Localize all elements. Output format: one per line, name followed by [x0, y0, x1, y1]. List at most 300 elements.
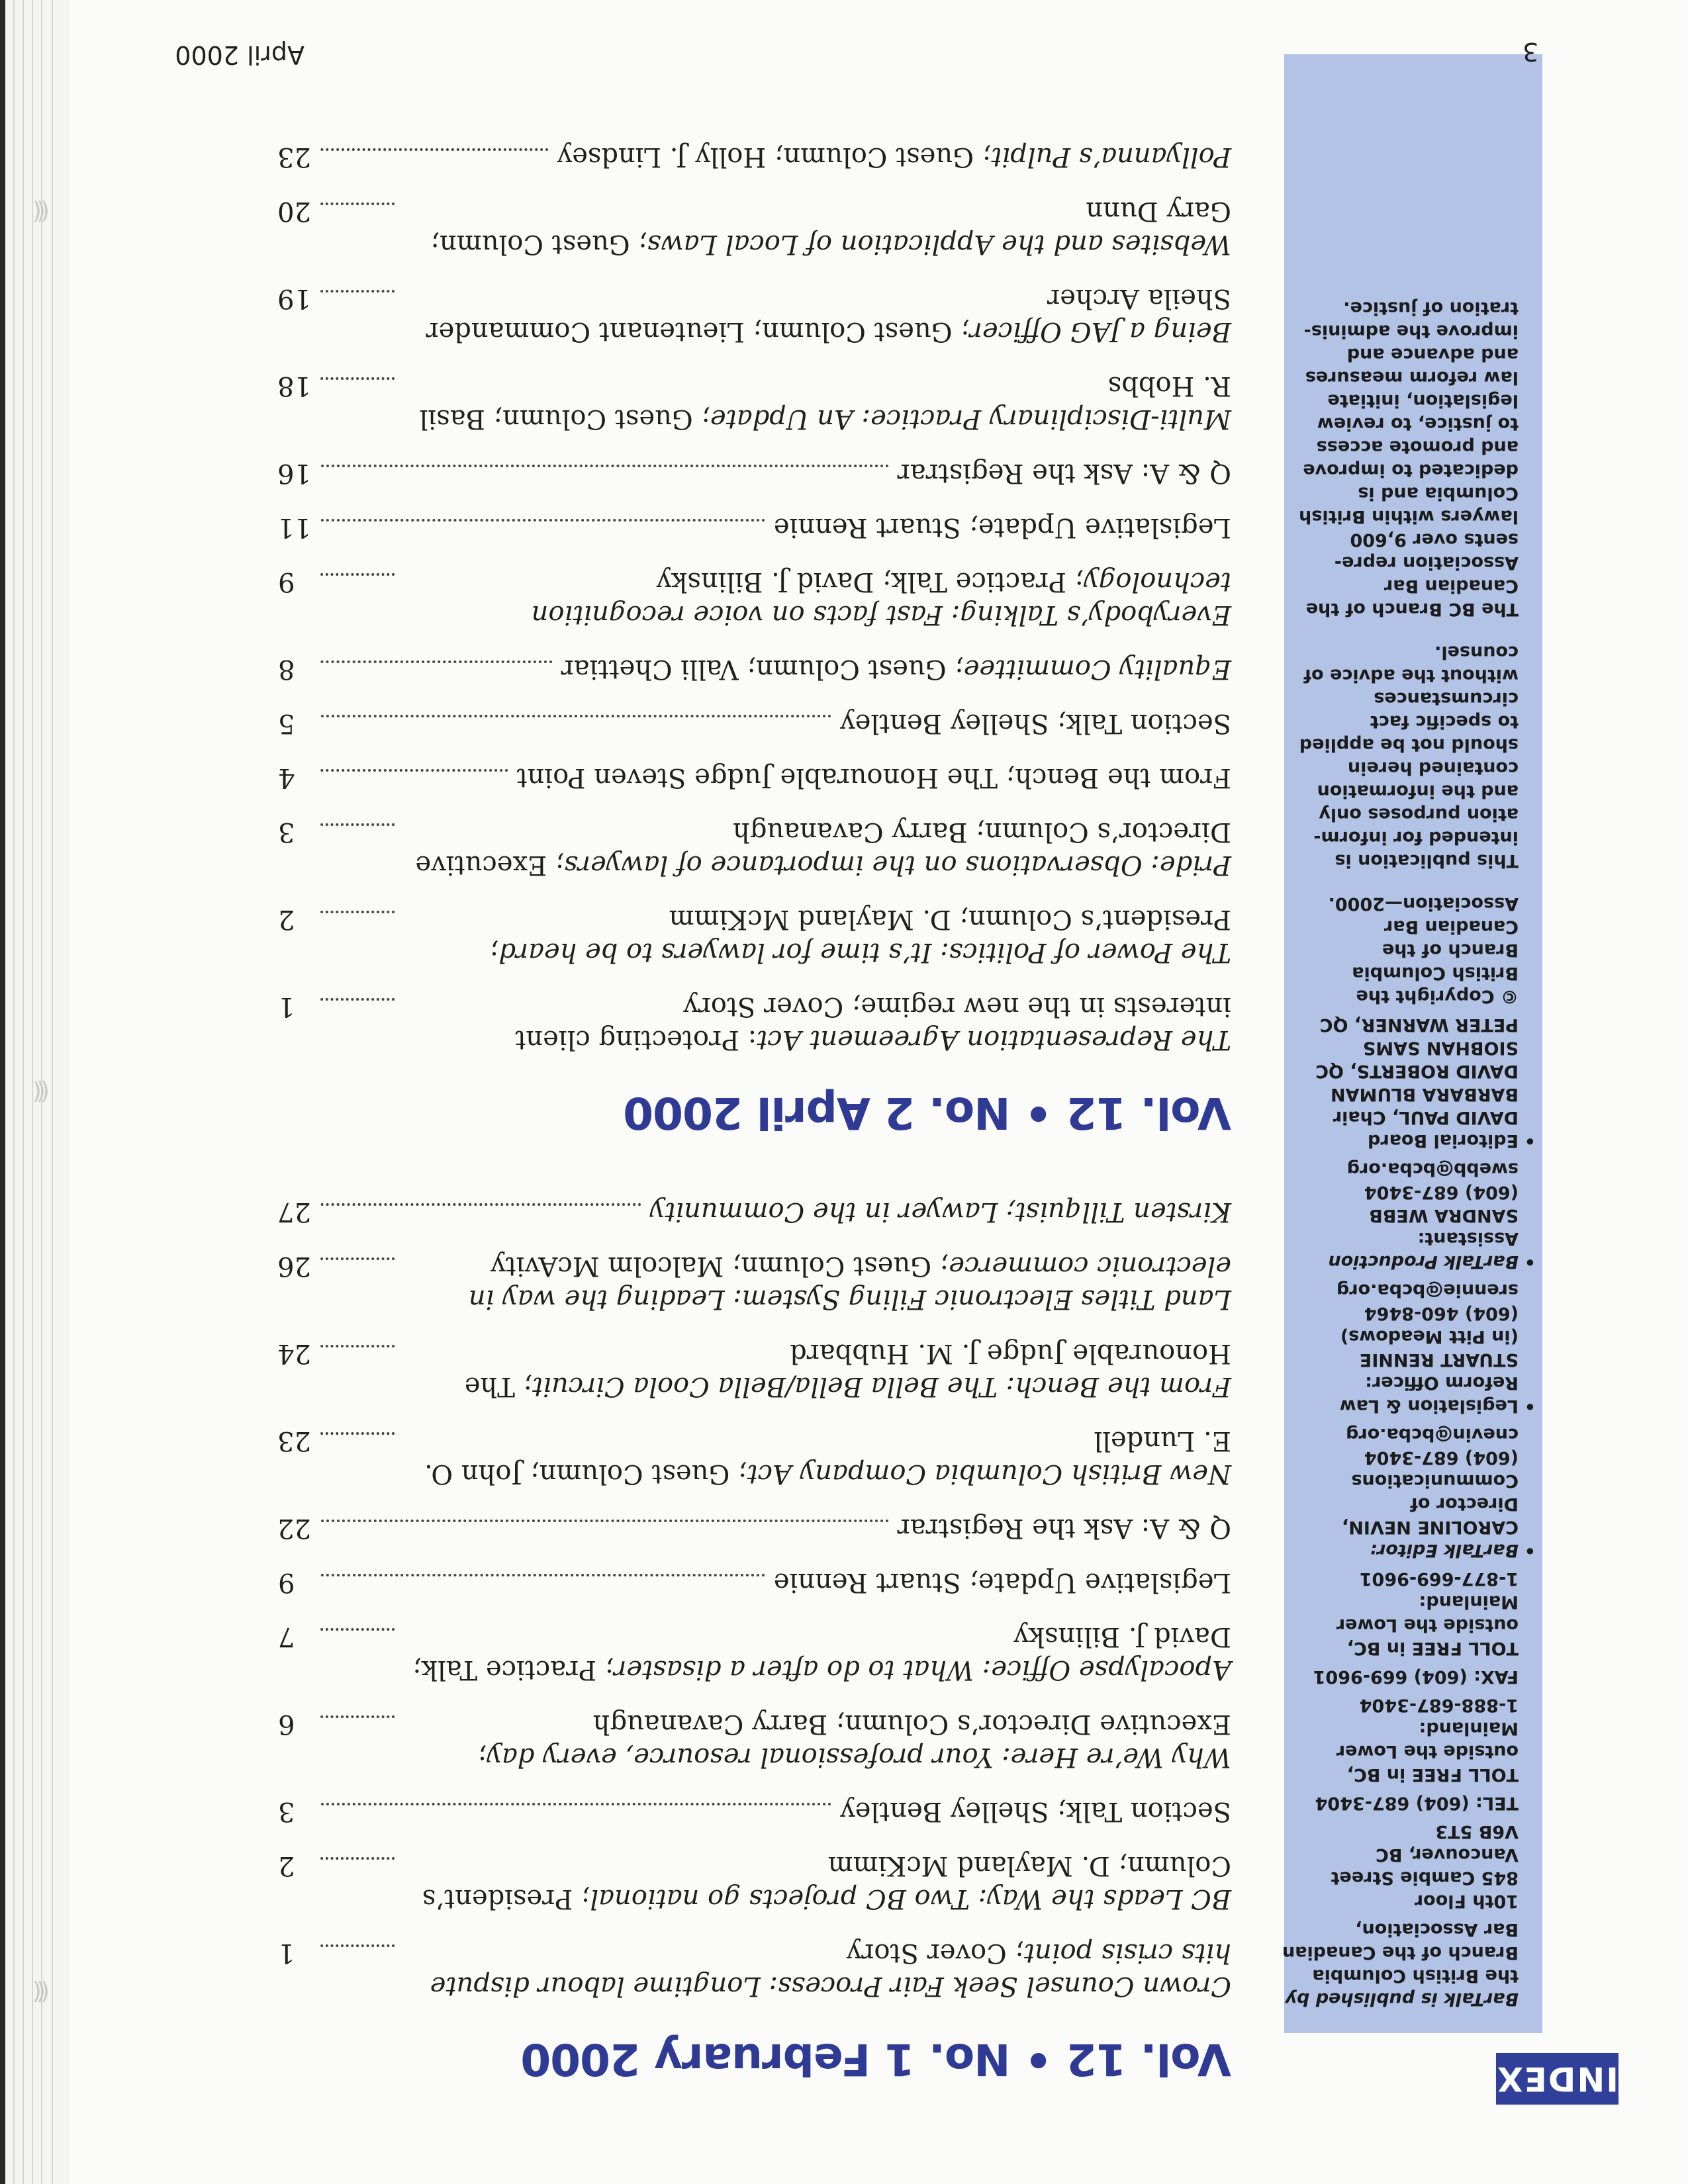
sidebar-text: outside the Lower: [1336, 1741, 1519, 1762]
toc-entry-text: [517, 761, 1231, 794]
entry-byline: ; President’s Column; D. Mayland McKimm: [422, 1850, 1231, 1914]
sidebar-text: Branch of the: [1382, 940, 1519, 960]
entry-page-number: 3: [278, 817, 295, 847]
sidebar-line: [1304, 528, 1519, 551]
dot-leader: [320, 1432, 395, 1435]
sidebar-text: sents over 9,600: [1350, 529, 1519, 550]
entry-byline: Legislative Update; Stuart Rennie: [773, 512, 1231, 543]
sidebar-text: to specific fact: [1370, 711, 1519, 732]
footer-date: April 2000: [175, 40, 305, 69]
toc-entry-text: [898, 1512, 1231, 1545]
entry-byline: ; Guest Column; Basil R. Hobbs: [419, 371, 1231, 434]
entry-byline: ; Practice Talk; David J. Bilinsky: [412, 1621, 1231, 1685]
sidebar-line: [1304, 1843, 1519, 1866]
dot-leader: [320, 911, 395, 913]
entry-title: Crown Counsel Seek Fair Process: Longtime labour dispute hits crisis point: [430, 1938, 1231, 2001]
sidebar-text: Editorial Board: [1368, 1130, 1519, 1151]
sidebar-block-editor: [1304, 1423, 1536, 1562]
entry-byline: ; Executive Director’s Column; Barry Cavanaugh: [477, 1709, 1231, 1772]
sidebar-line: [1304, 1820, 1519, 1843]
sidebar-text: lawyers within British: [1299, 506, 1519, 527]
entry-page-number: 27: [277, 1197, 311, 1227]
sidebar-line: [1282, 1941, 1519, 1964]
entry-page-number: 2: [278, 1850, 295, 1881]
sidebar-text: TEL: (604) 687-3404: [1315, 1793, 1519, 1813]
sidebar-line: [1304, 1083, 1519, 1106]
sidebar-text: 1-888-687-3404: [1359, 1695, 1519, 1715]
sidebar-line: [1285, 1987, 1519, 2011]
entry-byline: ; President’s Column; D. Mayland McKimm: [489, 904, 1231, 968]
toc-entry: [278, 511, 1231, 544]
toc-entry: [278, 653, 1231, 686]
toc-entry: [278, 282, 1231, 348]
sidebar-block-disclaimer: [1299, 641, 1519, 872]
sidebar-block-copyright: [1304, 892, 1519, 1008]
sidebar-line: [1304, 1567, 1519, 1590]
entry-title: From the Bench: The Bella Bella/Bella Coola Circuit: [532, 1371, 1231, 1402]
entry-page-number: 5: [278, 708, 295, 739]
toc-entry-text: [404, 1250, 1231, 1316]
entry-page-number: 1: [278, 991, 295, 1022]
toc-entry-text: [404, 195, 1231, 261]
toc-entry-text: [774, 1566, 1231, 1599]
sidebar-text: DAVID ROBERTS, QC: [1315, 1061, 1519, 1081]
sidebar-line: [1299, 733, 1519, 756]
entry-byline: ; Guest Column; Malcolm McAvity: [491, 1251, 949, 1281]
sidebar-text: (604) 687-3404: [1364, 1447, 1519, 1468]
dot-leader: [320, 203, 395, 205]
toc-entry: [278, 761, 1231, 794]
entry-title: Everybody’s Talking: Fast facts on voice recognition technology: [531, 567, 1231, 630]
toc-entry: [278, 1849, 1231, 1915]
toc-entry-text: [404, 565, 1231, 631]
sidebar-text: DAVID PAUL, Chair: [1333, 1107, 1519, 1128]
entry-byline: Section Talk; Shelley Bentley: [840, 708, 1231, 739]
sidebar-line: [1304, 664, 1519, 687]
scan-mark-icon: (((: [37, 1078, 50, 1105]
sidebar-line: [1304, 1013, 1519, 1036]
toc-entry-text: [404, 815, 1231, 882]
toc-entry: [278, 1424, 1231, 1490]
sidebar-line: [1304, 849, 1519, 872]
entry-page-number: 22: [277, 1513, 311, 1543]
entry-page-number: 9: [278, 1567, 295, 1598]
issue-heading: Vol. 12 • No. 2 April 2000: [624, 1087, 1231, 1138]
entry-page-number: 24: [277, 1338, 311, 1369]
sidebar-text: intended for inform-: [1313, 827, 1519, 848]
dot-leader: [320, 148, 548, 151]
toc-entry-text: [840, 707, 1231, 740]
sidebar-line: [1304, 780, 1519, 803]
dot-leader: [320, 1257, 395, 1260]
sidebar-text: 845 Cambie Street: [1331, 1868, 1519, 1888]
entry-byline: Section Talk; Shelley Bentley: [840, 1796, 1231, 1827]
entry-page-number: 19: [277, 283, 311, 314]
sidebar-text: law reform measures: [1305, 367, 1519, 388]
dot-leader: [320, 1944, 395, 1947]
entry-title: Why We’re Here: Your professional resource, every day: [487, 1742, 1231, 1772]
toc-entry: [278, 1195, 1231, 1228]
entry-title: Being a JAG Officer: [969, 316, 1231, 347]
sidebar-line: [1304, 1637, 1519, 1660]
sidebar-line: [1304, 482, 1519, 505]
entry-title: Multi-Disciplinary Practice: An Update: [710, 404, 1231, 434]
sidebar-line: [1304, 1302, 1519, 1325]
sidebar-text: BarTalk Editor:: [1370, 1540, 1519, 1561]
sidebar-text: SANDRA WEBB: [1369, 1205, 1519, 1226]
toc-entry-text: [650, 1195, 1231, 1228]
sidebar-block-tollfree1: [1304, 1694, 1519, 1786]
dot-leader: [320, 1203, 641, 1206]
toc-entry: [278, 457, 1231, 490]
toc-entry-text: [404, 1620, 1231, 1686]
entry-byline: ; Guest Column; Holly J. Lindsey: [557, 142, 992, 172]
sidebar-line: [1304, 1516, 1519, 1539]
entry-byline: ; Practice Talk; David J. Bilinsky: [656, 567, 1084, 597]
sidebar-text: V6B 5T3: [1435, 1821, 1519, 1842]
table-of-contents: [278, 119, 1231, 2085]
sidebar-text: TOLL FREE in BC,: [1346, 1764, 1519, 1785]
entry-title: The Power of Politics: It’s time for lawyers to be heard: [498, 937, 1231, 968]
sidebar-line: [1304, 320, 1519, 343]
entry-title: New British Columbia Company Act: [747, 1459, 1231, 1489]
sidebar-text: STUART RENNIE: [1359, 1349, 1519, 1370]
sidebar-text: Communications: [1351, 1471, 1519, 1491]
bullet-icon: •: [1524, 1251, 1536, 1272]
dot-leader: [320, 519, 765, 522]
sidebar-line: [1304, 1423, 1519, 1446]
toc-entry: [278, 707, 1231, 740]
sidebar-text: (604) 460-8464: [1364, 1303, 1519, 1324]
sidebar-line: [1304, 1740, 1519, 1763]
sidebar-line: [1304, 803, 1519, 826]
dot-leader: [320, 1857, 395, 1860]
dot-leader: [320, 715, 831, 717]
toc-entry-text: [404, 1849, 1231, 1915]
sidebar-text: (604) 687-3404: [1364, 1182, 1519, 1203]
toc-entry: [278, 1337, 1231, 1403]
sidebar-text: outside the Lower: [1336, 1615, 1519, 1635]
toc-entry-text: [404, 990, 1231, 1056]
sidebar-line: [1304, 551, 1519, 574]
issue-section: [278, 140, 1231, 1138]
sidebar-line: [1304, 1325, 1519, 1348]
toc-entry-text: [561, 653, 1231, 686]
sidebar-text: without the advice of: [1303, 665, 1519, 686]
sidebar-text: TOLL FREE in BC,: [1346, 1638, 1519, 1659]
sidebar-line: [1304, 892, 1519, 915]
sidebar-text: swebb@bcba.org: [1346, 1159, 1519, 1179]
sidebar-text: SIOBHAN SAMS: [1362, 1038, 1519, 1058]
bullet-icon: •: [1524, 1130, 1536, 1151]
toc-entry: [278, 903, 1231, 969]
sidebar-line: [1304, 756, 1519, 780]
entry-page-number: 23: [277, 1426, 311, 1456]
entry-page-number: 4: [278, 762, 295, 793]
sidebar-line: [1304, 1889, 1519, 1913]
entry-byline: ; Guest Column; Gary Dunn: [430, 196, 1231, 259]
sidebar-block-production: [1304, 1158, 1536, 1273]
sidebar-text: ation purposes only: [1319, 804, 1519, 825]
toc-entry: [278, 140, 1231, 173]
sidebar-text: Canadian Bar: [1383, 576, 1519, 596]
sidebar-block-pub: [1282, 1918, 1519, 2011]
sidebar-line: [1304, 1036, 1519, 1060]
dot-leader: [320, 1345, 395, 1347]
issue-section: [278, 1195, 1231, 2085]
sidebar-text: to justice, to review: [1317, 414, 1519, 434]
sidebar-text: srennie@bcba.org: [1336, 1280, 1519, 1300]
sidebar-line: [1304, 1106, 1519, 1129]
entry-page-number: 11: [277, 512, 311, 543]
toc-entry: [278, 990, 1231, 1056]
sidebar-text: PETER WARNER, QC: [1319, 1015, 1519, 1035]
sidebar-text: should not be applied: [1299, 735, 1519, 755]
toc-entry-text: [557, 140, 1231, 173]
sidebar-block-board: [1304, 1013, 1536, 1152]
dot-leader: [320, 823, 395, 826]
entry-title: The Representation Agreement Act: [757, 1024, 1231, 1055]
entry-byline: ; Cover Story: [846, 1938, 1024, 1968]
entry-page-number: 16: [277, 458, 311, 488]
sidebar-text: Assistant:: [1417, 1228, 1519, 1249]
sidebar-text: contained herein: [1347, 758, 1519, 778]
sidebar-text: cnevin@bcba.org: [1346, 1424, 1519, 1445]
sidebar-text: BARBARA BLUMAN: [1331, 1084, 1519, 1105]
sidebar-line: [1304, 938, 1519, 962]
dot-leader: [320, 573, 395, 576]
sidebar-line: [1304, 459, 1519, 482]
sidebar-line: [1304, 826, 1519, 849]
sidebar-line: [1304, 435, 1519, 459]
sidebar-block-address: [1304, 1820, 1519, 1913]
entry-byline: Q & A: Ask the Registrar: [897, 1513, 1231, 1543]
sidebar-text: the British Columbia: [1312, 1966, 1519, 1986]
toc-entry: [278, 1620, 1231, 1686]
toc-entry-text: [774, 511, 1231, 544]
dot-leader: [320, 465, 888, 467]
sidebar-text: © Copyright the: [1356, 986, 1519, 1007]
sidebar-line: [1304, 985, 1519, 1008]
sidebar-line: [1304, 641, 1519, 664]
entry-byline: ; Executive Director’s Column; Barry Cavanaugh: [415, 817, 1231, 880]
sidebar-text: BarTalk is published by: [1285, 1989, 1519, 2009]
sidebar-line: [1304, 366, 1519, 389]
sidebar-text: counsel.: [1434, 642, 1519, 662]
toc-entry: [278, 1707, 1231, 1774]
toc-entry: [278, 1936, 1231, 2003]
sidebar-text: improve the adminis-: [1303, 321, 1519, 341]
sidebar-text: British Columbia: [1352, 963, 1519, 983]
toc-entry: [278, 1795, 1231, 1828]
toc-entry-text: [404, 903, 1231, 969]
toc-entry-text: [404, 1936, 1231, 2003]
sidebar-line: [1304, 1492, 1519, 1516]
toc-entry: [278, 1566, 1231, 1599]
entry-title: Pride: Observations on the importance of lawyers: [564, 850, 1231, 880]
toc-entry-text: [404, 1337, 1231, 1403]
sidebar-text: Vancouver, BC: [1376, 1844, 1519, 1865]
page-number: 3: [1523, 37, 1539, 66]
sidebar-line: [1304, 1158, 1519, 1181]
entry-title: Land Titles Electronic Filing System: Leading the way in electronic commerce: [468, 1251, 1231, 1314]
dot-leader: [320, 769, 508, 772]
sidebar-line: [1304, 1964, 1519, 1987]
dot-leader: [320, 1803, 831, 1805]
sidebar-line: [1304, 1227, 1519, 1250]
dot-leader: [320, 1715, 395, 1718]
sidebar-line: [1304, 1694, 1519, 1717]
sidebar-text: dedicated to improve: [1303, 460, 1519, 480]
entry-page-number: 9: [278, 567, 295, 597]
sidebar-line: [1304, 1129, 1536, 1152]
entry-title: Kirsten Tillquist; Lawyer in the Community: [649, 1197, 1231, 1227]
sidebar-block-legislation: [1304, 1279, 1536, 1418]
scan-mark-icon: (((: [37, 1978, 50, 2005]
sidebar-text: 10th Floor: [1414, 1891, 1519, 1911]
sidebar-text: Association repre-: [1334, 553, 1519, 573]
sidebar-text: Director of: [1410, 1494, 1519, 1514]
sidebar-block-about: [1299, 296, 1519, 621]
sidebar-text: BarTalk Production: [1328, 1251, 1519, 1272]
sidebar-text: Reform Officer:: [1365, 1373, 1519, 1393]
sidebar-block-tel: [1304, 1792, 1519, 1815]
sidebar-line: [1304, 1371, 1519, 1394]
sidebar-line: [1304, 412, 1519, 435]
sidebar-line: [1304, 1446, 1519, 1469]
entry-byline: From the Bench; The Honourable Judge Steven Point: [516, 762, 1231, 793]
sidebar-text: CAROLINE NEVIN,: [1342, 1517, 1519, 1537]
sidebar-text: legislation, initiate: [1327, 390, 1519, 411]
sidebar-line: [1304, 296, 1519, 320]
entry-page-number: 7: [278, 1621, 295, 1652]
entry-page-number: 6: [278, 1709, 295, 1739]
sidebar-text: This publication is: [1335, 850, 1519, 871]
entry-byline: ; Guest Column; Valli Chettiar: [561, 654, 964, 684]
sidebar-text: Mainland:: [1419, 1718, 1519, 1739]
dot-leader: [320, 1574, 765, 1576]
entry-byline: ; Guest Column; Lieutenant Commander Sheila Archer: [426, 283, 1231, 347]
sidebar-text: Legislation & Law: [1339, 1396, 1519, 1416]
sidebar-line: [1304, 1279, 1519, 1302]
dot-leader: [320, 998, 395, 1001]
entry-byline: Legislative Update; Stuart Rennie: [773, 1567, 1231, 1598]
dot-leader: [320, 290, 395, 293]
sidebar-text: (in Pitt Meadows): [1340, 1326, 1519, 1347]
toc-entry: [278, 1250, 1231, 1316]
entry-title: Websites and the Application of Local Laws: [647, 229, 1231, 259]
sidebar-text: tration of justice.: [1343, 298, 1519, 318]
sidebar-text: Association—2000.: [1328, 893, 1519, 914]
sidebar-line: [1299, 505, 1519, 528]
sidebar-line: [1304, 1590, 1519, 1614]
sidebar-text: Bar Association,: [1355, 1919, 1519, 1940]
sidebar-line: [1304, 710, 1519, 733]
entry-page-number: 23: [277, 142, 311, 172]
toc-entry: [278, 565, 1231, 631]
sidebar-line: [1304, 1250, 1536, 1273]
sidebar-text: and promote access: [1316, 437, 1519, 457]
dot-leader: [320, 1520, 888, 1522]
toc-entry-text: [898, 457, 1231, 490]
sidebar-line: [1304, 1394, 1536, 1418]
entry-page-number: 2: [278, 904, 295, 934]
toc-entry: [278, 369, 1231, 435]
dot-leader: [320, 1628, 395, 1631]
sidebar-line: [1304, 1348, 1519, 1371]
entry-page-number: 18: [277, 371, 311, 401]
sidebar-line: [1304, 1866, 1519, 1889]
sidebar-text: Mainland:: [1419, 1592, 1519, 1612]
sidebar-text: The BC Branch of the: [1305, 599, 1519, 619]
entry-title: BC Leads the Way: Two BC projects go national: [590, 1884, 1231, 1914]
entry-byline: Q & A: Ask the Registrar: [897, 458, 1231, 488]
dot-leader: [320, 377, 395, 380]
index-tab: INDEX: [1496, 2053, 1618, 2105]
masthead-sidebar: [1284, 54, 1542, 2033]
sidebar-line: [1304, 962, 1519, 985]
entry-title: Apocalypse Office: What to do after a disaster: [614, 1655, 1231, 1685]
entry-title: Pollyanna’s Pulpit: [991, 142, 1231, 172]
scan-mark-icon: (((: [37, 198, 50, 225]
sidebar-line: [1304, 1717, 1519, 1740]
sidebar-line: [1304, 1181, 1519, 1204]
sidebar-line: [1304, 1918, 1519, 1941]
entry-byline: ; The Honourable Judge J. M. Hubbard: [464, 1338, 1231, 1402]
sidebar-line: [1304, 1469, 1519, 1492]
entry-page-number: 3: [278, 1796, 295, 1827]
issue-heading: Vol. 12 • No. 1 February 2000: [521, 2034, 1231, 2085]
sidebar-block-tollfree2: [1304, 1567, 1519, 1660]
sidebar-line: [1304, 1614, 1519, 1637]
entry-byline: : Protecting client interests in the new regime; Cover Story: [515, 991, 1231, 1055]
bullet-icon: •: [1524, 1396, 1536, 1416]
sidebar-text: Columbia and is: [1358, 483, 1519, 504]
sidebar-line: [1304, 598, 1519, 621]
sidebar-line: [1304, 1792, 1519, 1815]
sidebar-line: [1304, 687, 1519, 710]
sidebar-text: and the information: [1317, 781, 1519, 801]
toc-entry-text: [404, 369, 1231, 435]
sidebar-line: [1304, 1665, 1519, 1688]
sidebar-text: circumstances: [1374, 688, 1519, 709]
sidebar-text: Canadian Bar: [1383, 917, 1519, 937]
dot-leader: [320, 660, 552, 663]
sidebar-line: [1304, 1763, 1519, 1786]
sidebar-text: 1-877-669-9601: [1359, 1569, 1519, 1589]
toc-entry: [278, 815, 1231, 882]
toc-entry-text: [404, 282, 1231, 348]
sidebar-line: [1304, 389, 1519, 412]
entry-title: Equality Committee: [963, 654, 1231, 684]
toc-entry-text: [840, 1795, 1231, 1828]
toc-entry-text: [404, 1707, 1231, 1774]
sidebar-line: [1304, 1539, 1536, 1562]
sidebar-line: [1304, 1060, 1519, 1083]
entry-page-number: 1: [278, 1938, 295, 1968]
toc-entry: [278, 195, 1231, 261]
toc-entry-text: [404, 1424, 1231, 1490]
toc-entry: [278, 1512, 1231, 1545]
sidebar-text: FAX: (604) 669-9601: [1313, 1666, 1519, 1687]
entry-page-number: 20: [277, 196, 311, 226]
entry-page-number: 8: [278, 654, 295, 684]
sidebar-text: and advance and: [1346, 344, 1519, 365]
bullet-icon: •: [1524, 1540, 1536, 1561]
sidebar-line: [1304, 343, 1519, 366]
sidebar-text: Branch of the Canadian: [1282, 1942, 1519, 1963]
sidebar-block-fax: [1304, 1665, 1519, 1688]
